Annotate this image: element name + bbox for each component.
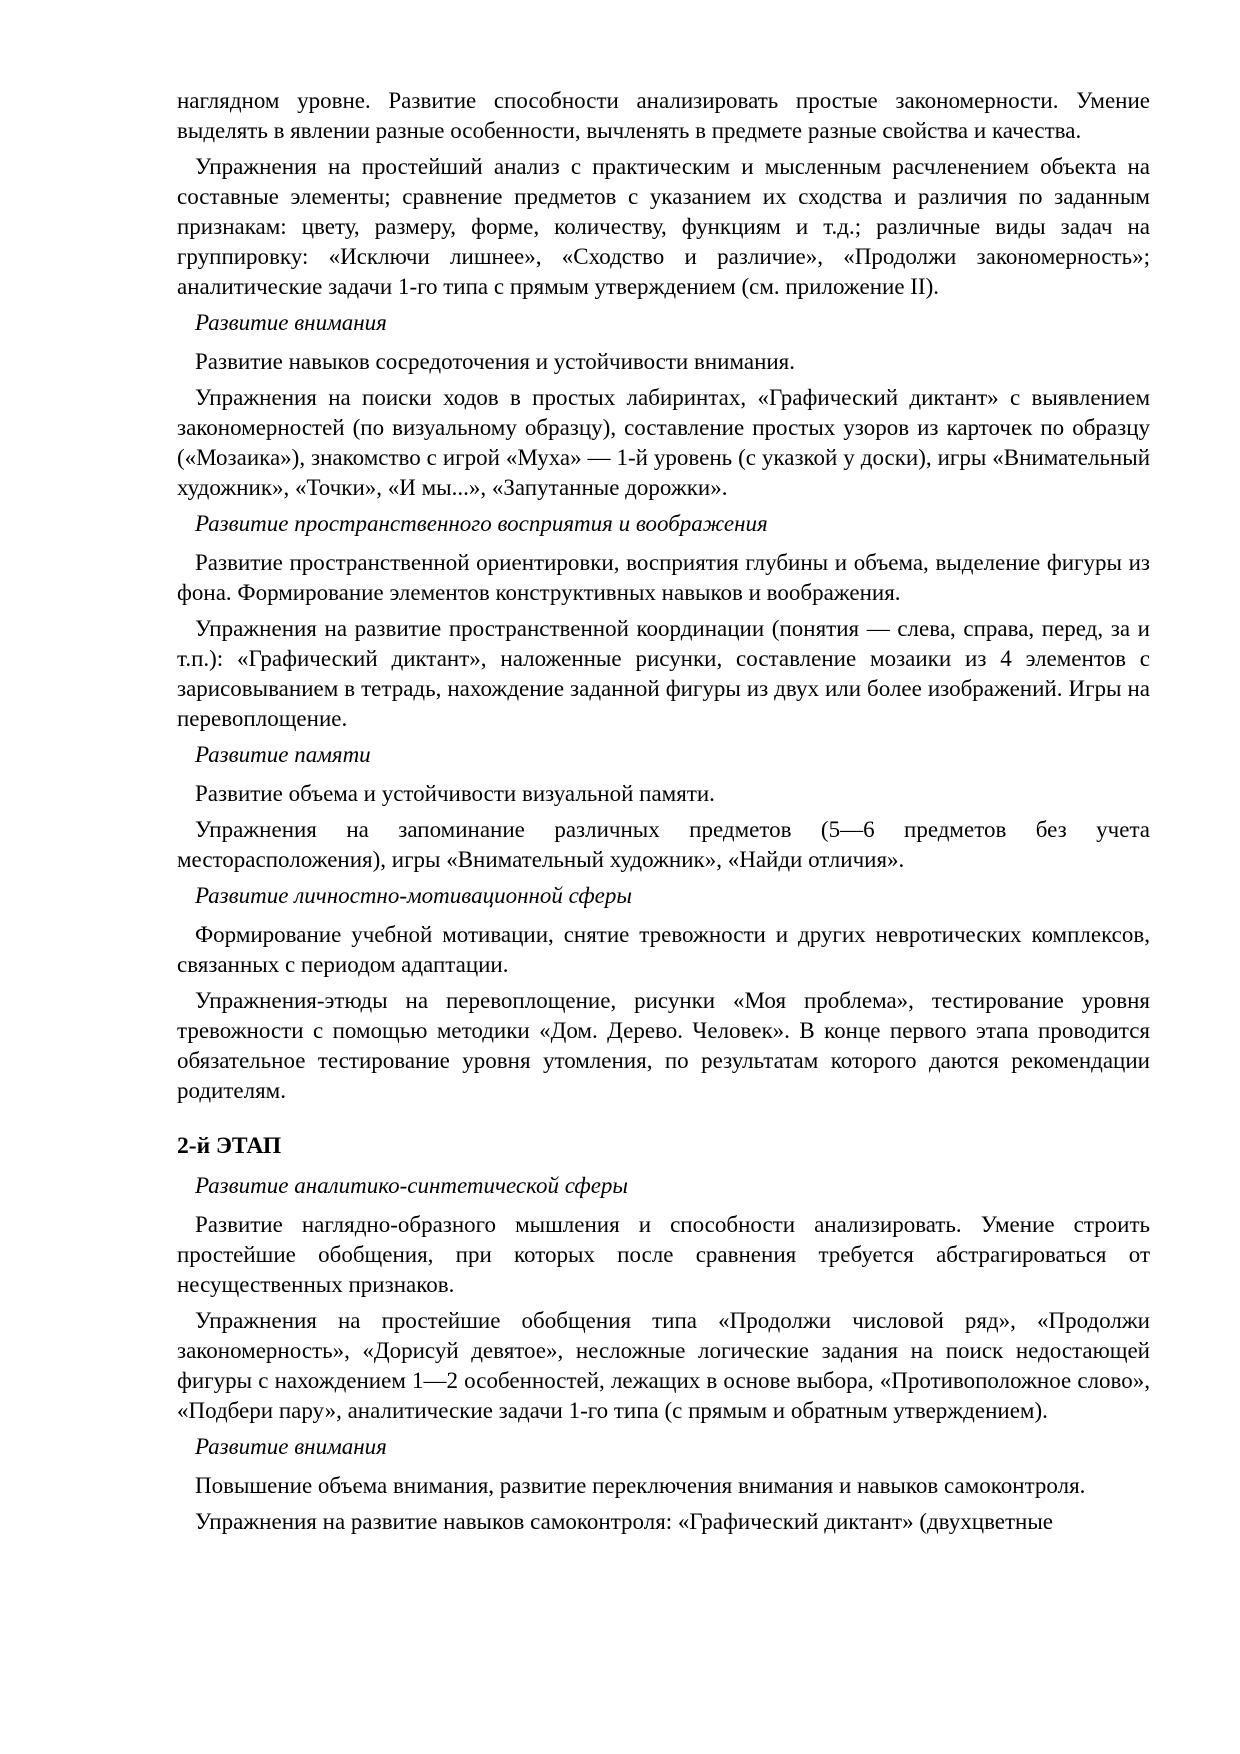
paragraph: наглядном уровне. Развитие способности анализировать простые закономерности. Умение выделять в явлении разные особенности, вычленять в предмете разные свойства и качества. <box>177 88 1150 143</box>
section-heading: Развитие личностно-мотивационной сферы <box>195 883 632 908</box>
paragraph: Формирование учебной мотивации, снятие тревожности и других невротических комплексов, связанных с периодом адаптации. <box>177 922 1150 977</box>
paragraph: Упражнения на развитие навыков самоконтроля: «Графический диктант» (двухцветные <box>195 1509 1054 1534</box>
section-heading: Развитие памяти <box>195 742 371 767</box>
section-heading: Развитие аналитико-синтетической сферы <box>195 1173 629 1198</box>
section-heading: Развитие внимания <box>195 1434 387 1459</box>
paragraph: Упражнения-этюды на перевоплощение, рисунки «Моя проблема», тестирование уровня тревожности с помощью методики «Дом. Дерево. Человек». В конце первого этапа проводится обязательное тестирование уровня утомления, по результатам которого даются рекомендации родителям. <box>177 988 1150 1103</box>
section-heading: Развитие пространственного восприятия и воображения <box>195 511 768 536</box>
paragraph: Упражнения на развитие пространственной координации (понятия — слева, справа, перед, за и т.п.): «Графический диктант», наложенные рисунки, составление мозаики из 4 элементов с зарисовыванием в тетрадь, нахождение заданной фигуры из двух или более изображений. Игры на перевоплощение. <box>177 616 1150 731</box>
paragraph: Развитие пространственной ориентировки, восприятия глубины и объема, выделение фигуры из фона. Формирование элементов конструктивных навыков и воображения. <box>177 550 1150 605</box>
stage-heading: 2-й ЭТАП <box>177 1133 282 1159</box>
document-content <box>177 86 1150 1543</box>
paragraph: Повышение объема внимания, развитие переключения внимания и навыков самоконтроля. <box>195 1473 1086 1498</box>
paragraph: Развитие объема и устойчивости визуальной памяти. <box>195 781 715 806</box>
paragraph: Развитие навыков сосредоточения и устойчивости внимания. <box>195 349 796 374</box>
paragraph: Упражнения на простейшие обобщения типа «Продолжи числовой ряд», «Продолжи закономерность», «Дорисуй девятое», несложные логические задания на поиск недостающей фигуры с нахождением 1—2 особенностей, лежащих в основе выбора, «Противоположное слово», «Подбери пару», аналитические задачи 1-го типа (с прямым и обратным утверждением). <box>177 1308 1150 1423</box>
paragraph: Упражнения на поиски ходов в простых лабиринтах, «Графический диктант» с выявлением закономерностей (по визуальному образцу), составление простых узоров из карточек по образцу («Мозаика»), знакомство с игрой «Муха» — 1-й уровень (с указкой у доски), игры «Внимательный художник», «Точки», «И мы...», «Запутанные дорожки». <box>177 385 1150 500</box>
paragraph: Развитие наглядно-образного мышления и способности анализировать. Умение строить простейшие обобщения, при которых после сравнения требуется абстрагироваться от несущественных признаков. <box>177 1212 1150 1297</box>
section-heading: Развитие внимания <box>195 310 387 335</box>
paragraph: Упражнения на запоминание различных предметов (5—6 предметов без учета месторасположения), игры «Внимательный художник», «Найди отличия». <box>177 817 1150 872</box>
paragraph: Упражнения на простейший анализ с практическим и мысленным расчленением объекта на составные элементы; сравнение предметов с указанием их сходства и различия по заданным признакам: цвету, размеру, форме, количеству, функциям и т.д.; различные виды задач на группировку: «Исключи лишнее», «Сходство и различие», «Продолжи закономерность»; аналитические задачи 1-го типа с прямым утверждением (см. приложение II). <box>177 154 1150 299</box>
